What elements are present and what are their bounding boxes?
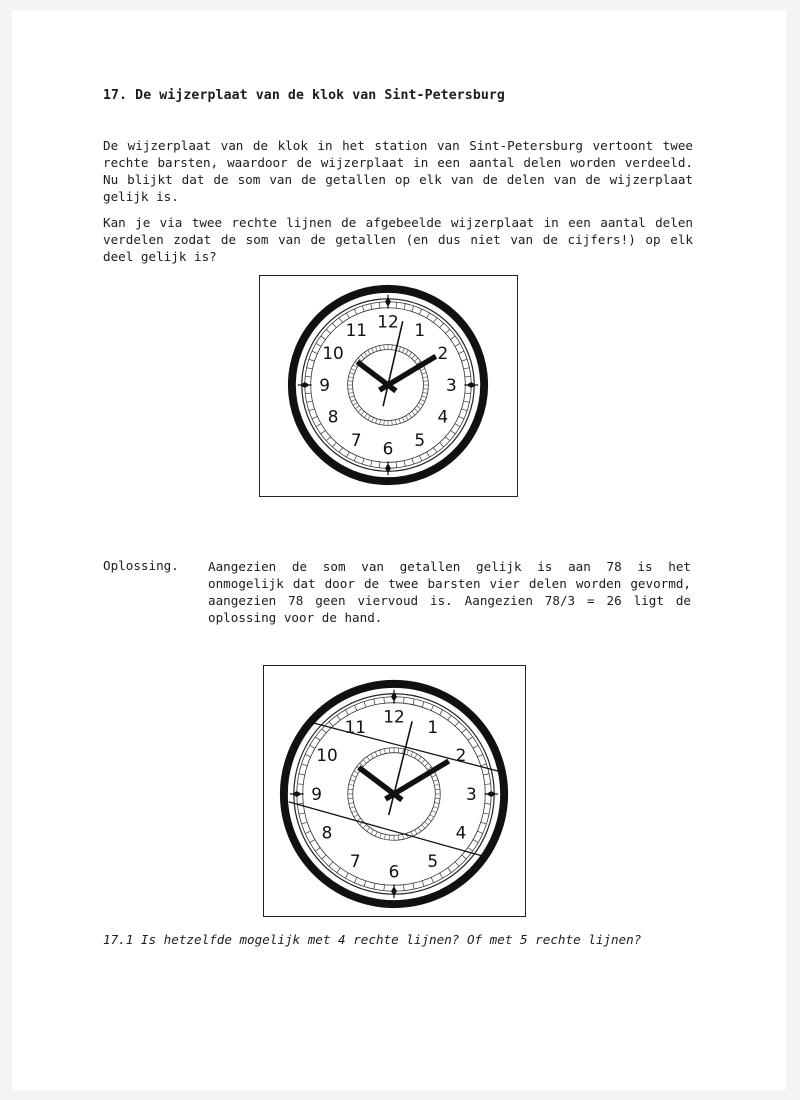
inner-tick xyxy=(427,818,431,821)
clock-number: 6 xyxy=(388,861,400,882)
inner-tick xyxy=(351,399,356,401)
second-hand xyxy=(383,321,403,406)
minute-tick xyxy=(297,784,303,785)
minute-tick xyxy=(462,855,466,859)
inner-tick xyxy=(392,420,393,425)
inner-tick xyxy=(380,420,381,425)
minute-tick xyxy=(455,722,459,726)
inner-tick xyxy=(433,780,438,782)
minute-tick xyxy=(440,873,443,878)
minute-tick xyxy=(419,456,421,461)
minute-tick xyxy=(321,336,326,339)
minute-tick xyxy=(315,848,320,851)
minute-tick xyxy=(332,323,336,327)
minute-tick xyxy=(413,699,414,705)
clock-number: 1 xyxy=(414,320,426,341)
minute-tick xyxy=(371,461,372,467)
inner-tick xyxy=(348,381,353,382)
minute-tick xyxy=(455,862,459,866)
minute-tick xyxy=(483,813,489,814)
minute-tick xyxy=(477,831,482,833)
inner-tick xyxy=(368,350,370,354)
inner-tick xyxy=(434,784,439,785)
clock-number: 5 xyxy=(414,429,426,450)
minute-tick xyxy=(346,313,349,318)
inner-tick xyxy=(403,834,404,839)
inner-tick xyxy=(364,414,367,418)
minute-tick xyxy=(427,452,430,457)
minute-tick xyxy=(305,831,310,833)
hand-hub xyxy=(385,382,392,389)
inner-tick xyxy=(349,784,354,785)
minute-tick xyxy=(329,722,333,726)
inner-tick xyxy=(415,830,417,834)
inner-tick xyxy=(352,775,357,777)
inner-tick xyxy=(418,827,421,831)
minute-tick xyxy=(354,877,356,882)
minute-tick xyxy=(379,462,380,468)
minute-tick xyxy=(448,715,451,720)
minute-tick xyxy=(315,737,320,740)
minute-tick xyxy=(345,873,348,878)
minute-tick xyxy=(354,705,356,710)
inner-tick xyxy=(412,355,415,359)
clock-number: 9 xyxy=(311,783,322,804)
clock-face-with-cracks-illustration xyxy=(264,666,525,916)
minute-tick xyxy=(459,351,464,353)
inner-tick xyxy=(409,352,412,356)
minute-tick xyxy=(312,416,317,418)
inner-tick xyxy=(361,355,364,359)
minute-tick xyxy=(459,416,464,418)
inner-tick xyxy=(425,763,429,766)
minute-tick xyxy=(345,710,348,715)
minute-tick xyxy=(322,729,326,733)
inner-tick xyxy=(419,403,423,405)
minute-tick xyxy=(321,430,326,433)
minute-tick xyxy=(326,329,330,333)
inner-tick xyxy=(398,835,399,840)
inner-tick xyxy=(425,822,429,825)
inner-tick xyxy=(418,757,421,761)
minute-tick xyxy=(374,699,375,705)
inner-tick xyxy=(432,775,437,777)
solution-text: Aangezien de som van getallen gelijk is aan 78 is het onmogelijk dat door de twee barsten vier delen worden gevormd, aangezien 78 geen viervoud is. Aangezien 78/3 = 26 ligt de oplossing voor de hand. xyxy=(208,559,691,625)
minute-tick xyxy=(307,401,313,402)
minute-tick xyxy=(455,424,460,427)
minute-tick xyxy=(299,813,305,814)
clock-number: 3 xyxy=(446,374,457,395)
minute-tick xyxy=(339,318,342,323)
minute-tick xyxy=(396,462,397,468)
inner-tick xyxy=(348,798,353,799)
minute-tick xyxy=(346,452,349,457)
inner-tick xyxy=(422,396,427,398)
minute-tick xyxy=(339,448,342,453)
minute-tick xyxy=(465,393,471,394)
inner-tick xyxy=(430,815,434,817)
inner-tick xyxy=(352,811,357,813)
minute-tick xyxy=(473,745,478,748)
inner-tick xyxy=(423,392,428,393)
inner-tick xyxy=(371,754,373,758)
minute-tick xyxy=(312,351,317,353)
clock-number: 5 xyxy=(427,850,439,871)
inner-tick xyxy=(402,417,404,422)
inner-tick xyxy=(435,789,440,790)
inner-tick xyxy=(384,345,385,350)
minute-tick xyxy=(329,862,333,866)
inner-tick xyxy=(350,373,355,375)
minute-tick xyxy=(307,368,313,369)
intro-paragraph: De wijzerplaat van de klok in het station van Sint-Petersburg vertoont twee rechte barsten, waardoor de wijzerplaat in een aantal delen worden verdeeld. Nu blijkt dat de som van de getallen op elk van de delen van de wijzerplaat gelijk is. xyxy=(103,138,693,204)
inner-tick xyxy=(412,411,415,415)
clock-number: 3 xyxy=(466,783,477,804)
minute-tick xyxy=(305,754,310,756)
minute-tick xyxy=(440,710,443,715)
minute-tick xyxy=(481,764,487,766)
minute-tick xyxy=(302,822,308,824)
minute-tick xyxy=(404,461,405,467)
inner-tick xyxy=(372,417,374,422)
inner-tick xyxy=(375,752,377,757)
inner-tick xyxy=(353,365,357,367)
inner-tick xyxy=(422,760,425,764)
inner-tick xyxy=(358,409,362,412)
inner-tick xyxy=(389,748,390,753)
minute-tick xyxy=(310,745,315,748)
clock-number: 2 xyxy=(455,745,467,766)
inner-tick xyxy=(350,807,355,809)
clock-number: 7 xyxy=(349,850,361,871)
inner-tick xyxy=(361,411,364,415)
inner-tick xyxy=(376,419,378,424)
clock-number: 4 xyxy=(455,822,467,843)
minute-tick xyxy=(379,302,380,308)
minute-tick xyxy=(433,318,436,323)
minute-tick xyxy=(455,343,460,346)
clock-number: 12 xyxy=(377,311,399,332)
inner-tick xyxy=(406,350,408,354)
inner-tick xyxy=(415,754,417,758)
inner-tick xyxy=(349,803,354,804)
minute-tick xyxy=(316,343,321,346)
clock-number: 9 xyxy=(319,374,330,395)
inner-tick xyxy=(423,377,428,378)
inner-tick xyxy=(414,358,418,361)
minute-tick xyxy=(309,409,315,411)
clock-number: 11 xyxy=(344,716,367,737)
inner-tick xyxy=(411,752,413,757)
inner-tick xyxy=(398,748,399,753)
inner-tick xyxy=(364,352,367,356)
minute-tick xyxy=(445,329,449,333)
exercise-title: 17. De wijzerplaat van de klok van Sint-Petersburg xyxy=(103,88,505,103)
minute-tick xyxy=(464,401,470,402)
minute-tick xyxy=(412,459,414,465)
minute-tick xyxy=(337,715,340,720)
minute-tick xyxy=(404,304,405,310)
inner-tick xyxy=(349,377,354,378)
minute-tick xyxy=(326,437,330,441)
minute-tick xyxy=(464,368,470,369)
minute-tick xyxy=(364,702,366,708)
minute-tick xyxy=(440,323,444,327)
minute-tick xyxy=(448,868,451,873)
minute-tick xyxy=(305,393,311,394)
minute-tick xyxy=(374,883,375,889)
clock-number: 4 xyxy=(437,406,449,427)
inner-tick xyxy=(371,830,373,834)
solution-label: Oplossing. xyxy=(103,558,179,573)
inner-tick xyxy=(354,815,358,817)
minute-tick xyxy=(468,848,473,851)
clock-number: 8 xyxy=(321,822,333,843)
inner-tick xyxy=(414,409,418,412)
minute-tick xyxy=(431,705,433,710)
inner-tick xyxy=(399,419,401,424)
followup-question: 17.1 Is hetzelfde mogelijk met 4 rechte lijnen? Of met 5 rechte lijnen? xyxy=(103,932,642,947)
clock-number: 7 xyxy=(350,429,362,450)
minute-tick xyxy=(332,442,336,446)
inner-tick xyxy=(384,834,385,839)
inner-tick xyxy=(363,760,366,764)
inner-tick xyxy=(349,392,354,393)
minute-tick xyxy=(468,737,473,740)
inner-tick xyxy=(348,789,353,790)
clock-number: 10 xyxy=(316,745,338,766)
minute-tick xyxy=(465,376,471,377)
clock-number: 11 xyxy=(345,320,368,341)
minute-tick xyxy=(485,804,491,805)
minute-tick xyxy=(440,442,444,446)
inner-tick xyxy=(350,396,355,398)
inner-tick xyxy=(402,348,404,353)
minute-tick xyxy=(422,881,424,887)
minute-tick xyxy=(404,885,405,891)
inner-tick xyxy=(409,414,412,418)
question-paragraph: Kan je via twee rechte lijnen de afgebeelde wijzerplaat in een aantal delen verdelen zodat de som van de getallen (en dus niet van de cijfers!) op elk deel gelijk is? xyxy=(103,215,693,264)
minute-tick xyxy=(462,409,468,411)
minute-tick xyxy=(371,304,372,310)
minute-tick xyxy=(462,359,468,361)
inner-tick xyxy=(354,771,358,773)
clock-number: 12 xyxy=(383,706,405,727)
minute-tick xyxy=(316,424,321,427)
inner-tick xyxy=(399,347,401,352)
inner-tick xyxy=(355,406,359,409)
minute-tick xyxy=(445,437,449,441)
minute-tick xyxy=(354,309,356,314)
minute-tick xyxy=(473,840,478,843)
minute-tick xyxy=(364,881,366,887)
minute-tick xyxy=(309,359,315,361)
inner-tick xyxy=(392,345,393,350)
inner-tick xyxy=(380,346,381,351)
minute-tick xyxy=(422,702,424,708)
clock-solution-figure xyxy=(263,665,526,917)
minute-tick xyxy=(354,456,356,461)
minute-tick xyxy=(384,885,385,891)
clock-number: 8 xyxy=(327,406,339,427)
inner-tick xyxy=(372,348,374,353)
inner-tick xyxy=(367,827,370,831)
minute-tick xyxy=(481,822,487,824)
minute-tick xyxy=(362,459,364,465)
minute-tick xyxy=(337,868,340,873)
inner-tick xyxy=(420,399,425,401)
minute-tick xyxy=(451,336,456,339)
inner-tick xyxy=(417,406,421,409)
inner-tick xyxy=(380,833,382,838)
clock-number: 6 xyxy=(382,438,394,459)
inner-tick xyxy=(376,347,378,352)
inner-tick xyxy=(380,750,382,755)
inner-tick xyxy=(351,369,356,371)
clock-face-illustration xyxy=(260,276,517,496)
minute-tick xyxy=(404,697,405,703)
inner-tick xyxy=(348,389,353,390)
inner-tick xyxy=(350,780,355,782)
inner-tick xyxy=(384,749,385,754)
clock-figure xyxy=(259,275,518,497)
minute-tick xyxy=(322,855,326,859)
minute-tick xyxy=(413,883,414,889)
minute-tick xyxy=(477,754,482,756)
inner-tick xyxy=(423,381,428,382)
inner-tick xyxy=(432,811,437,813)
minute-tick xyxy=(302,764,308,766)
inner-tick xyxy=(375,832,377,837)
minute-tick xyxy=(396,302,397,308)
minute-tick xyxy=(419,309,421,314)
minute-tick xyxy=(431,877,433,882)
minute-tick xyxy=(299,774,305,775)
inner-tick xyxy=(353,403,357,405)
minute-tick xyxy=(310,840,315,843)
minute-tick xyxy=(485,784,491,785)
inner-tick xyxy=(433,807,438,809)
inner-tick xyxy=(422,373,427,375)
clock-number: 1 xyxy=(427,716,439,737)
clock-number: 2 xyxy=(437,343,449,364)
minute-tick xyxy=(412,306,414,312)
inner-tick xyxy=(367,757,370,761)
inner-tick xyxy=(407,750,409,755)
clock-number: 10 xyxy=(322,343,344,364)
inner-tick xyxy=(389,835,390,840)
minute-tick xyxy=(451,430,456,433)
minute-tick xyxy=(483,774,489,775)
hand-hub xyxy=(391,791,398,798)
minute-tick xyxy=(462,729,466,733)
inner-tick xyxy=(423,389,428,390)
inner-tick xyxy=(420,369,425,371)
inner-tick xyxy=(435,798,440,799)
inner-tick xyxy=(384,420,385,425)
minute-tick xyxy=(362,306,364,312)
inner-tick xyxy=(406,416,408,420)
inner-tick xyxy=(434,803,439,804)
inner-tick xyxy=(422,825,425,829)
inner-tick xyxy=(395,420,396,425)
minute-tick xyxy=(433,448,436,453)
inner-tick xyxy=(368,416,370,420)
minute-tick xyxy=(427,313,430,318)
minute-tick xyxy=(384,697,385,703)
minute-tick xyxy=(305,376,311,377)
inner-tick xyxy=(363,825,366,829)
